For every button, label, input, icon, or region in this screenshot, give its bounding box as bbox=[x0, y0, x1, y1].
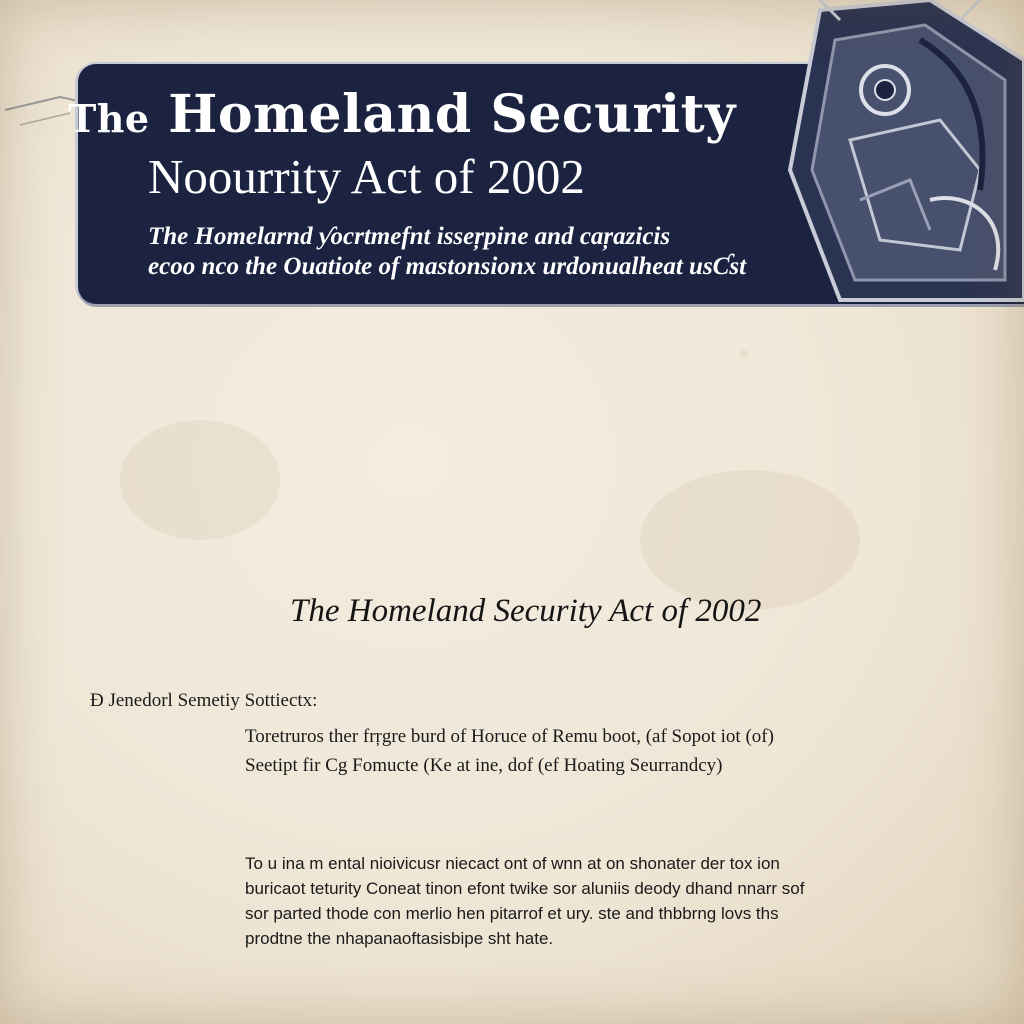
paragraph-1 bbox=[245, 722, 774, 780]
banner-description-line: The Homelarnd ƴocrtmefnt isseŗpine and caŗazicis bbox=[148, 223, 671, 250]
paper-stain bbox=[640, 470, 860, 610]
banner-title-prefix: The bbox=[68, 96, 150, 141]
document-title: The Homeland Security Act of 2002 bbox=[290, 593, 762, 629]
banner-title bbox=[68, 84, 736, 145]
banner-description bbox=[148, 222, 868, 282]
section-label: Ð Jenedorl Semetiy Sottiectx: bbox=[90, 690, 318, 711]
paper-spot bbox=[740, 350, 748, 358]
shield-emblem-icon bbox=[780, 0, 1024, 300]
paragraph-line: buricaot teturity Coneat tinon efont twike sor aluniis deody dhand nnarr sof bbox=[245, 879, 805, 898]
paragraph-line: Toretruros ther frŗgre burd of Horuce of Remu boot, (af Sopot iot (of) bbox=[245, 726, 774, 747]
banner-description-line: ecoo nco the Ouatiote of mastonsionx urdonualheat usƇst bbox=[148, 253, 747, 280]
banner-subtitle: Noourrity Act of 2002 bbox=[148, 149, 585, 204]
paragraph-line: To u ina m ental nioivicusr niecact ont of wnn at on shonater der tox ion bbox=[245, 854, 780, 873]
paper-stain bbox=[120, 420, 280, 540]
banner-title-main: Homeland Security bbox=[168, 84, 736, 145]
paragraph-line: Seetipt fir Cg Fomucte (Ke at ine, dof (ef Hoating Seurrandcy) bbox=[245, 755, 723, 776]
paragraph-2 bbox=[245, 851, 804, 951]
paragraph-line: prodtne the nhapanaoftasisbipe sht hate. bbox=[245, 929, 554, 948]
paragraph-line: sor parted thode con merlio hen pitarrof et ury. ste and thbbrng lovs ths bbox=[245, 904, 779, 923]
